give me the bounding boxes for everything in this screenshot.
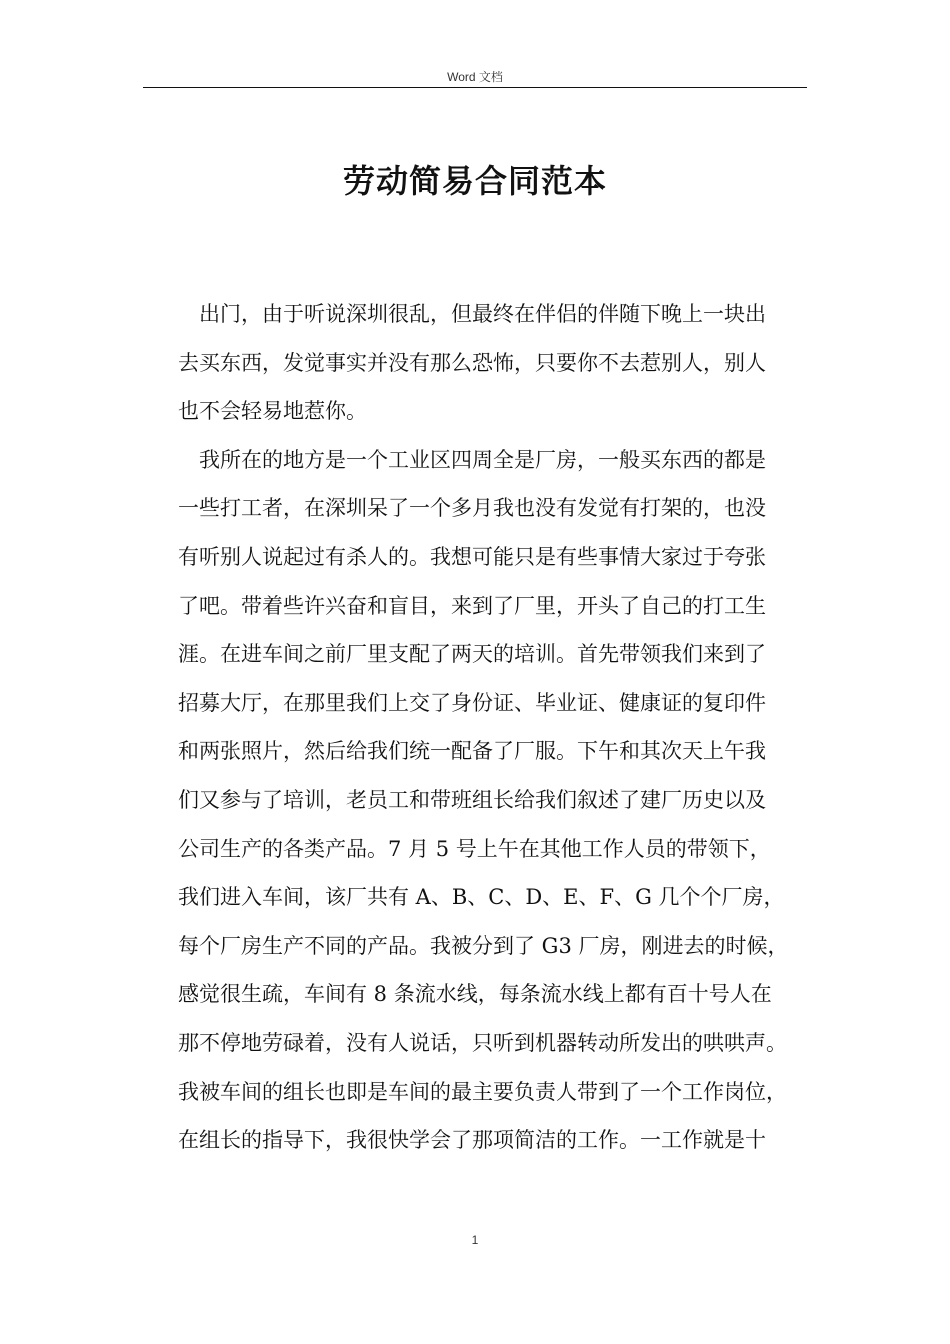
document-title: 劳动简易合同范本 [342, 162, 607, 200]
paragraph-line: 去买东西，发觉事实并没有那么恐怖，只要你不去惹别人，别人 [178, 350, 766, 375]
header-divider [143, 87, 807, 88]
paragraph-line: 了吧。带着些许兴奋和盲目，来到了厂里，开头了自己的打工生 [178, 593, 766, 618]
paragraph-line: 出门，由于听说深圳很乱，但最终在伴侣的伴随下晚上一块出 [199, 302, 766, 326]
paragraph-line: 那不停地劳碌着，没有人说话，只听到机器转动所发出的哄哄声。 [178, 1030, 787, 1055]
paragraph-line: 一些打工者，在深圳呆了一个多月我也没有发觉有打架的，也没 [178, 496, 766, 521]
paragraph-line: 我们进入车间，该厂共有 A、B、C、D、E、F、G 几个个厂房， [178, 885, 785, 910]
paragraph-line: 在组长的指导下，我很快学会了那项简洁的工作。一工作就是十 [178, 1128, 766, 1153]
paragraph-line: 有听别人说起过有杀人的。我想可能只是有些事情大家过于夸张 [178, 544, 766, 569]
paragraph-line: 招募大厅，在那里我们上交了身份证、毕业证、健康证的复印件 [178, 690, 766, 715]
paragraph-line: 和两张照片，然后给我们统一配备了厂服。下午和其次天上午我 [178, 739, 766, 764]
paragraph-line: 每个厂房生产不同的产品。我被分到了 G3 厂房，刚进去的时候， [178, 933, 789, 958]
paragraph-line: 我被车间的组长也即是车间的最主要负责人带到了一个工作岗位， [178, 1079, 787, 1104]
paragraph-line: 我所在的地方是一个工业区四周全是厂房，一般买东西的都是 [199, 447, 766, 472]
document-header-label: Word 文档 [447, 70, 503, 84]
paragraph-line: 也不会轻易地惹你。 [178, 399, 367, 424]
paragraph-line: 感觉很生疏，车间有 8 条流水线，每条流水线上都有百十号人在 [178, 982, 772, 1007]
paragraph-line: 们又参与了培训，老员工和带班组长给我们叙述了建厂历史以及 [178, 787, 766, 812]
document-body [178, 290, 828, 1165]
paragraph-line: 涯。在进车间之前厂里支配了两天的培训。首先带领我们来到了 [178, 642, 766, 667]
paragraph-line: 公司生产的各类产品。7 月 5 号上午在其他工作人员的带领下， [178, 836, 771, 861]
page-number: 1 [471, 1233, 479, 1247]
